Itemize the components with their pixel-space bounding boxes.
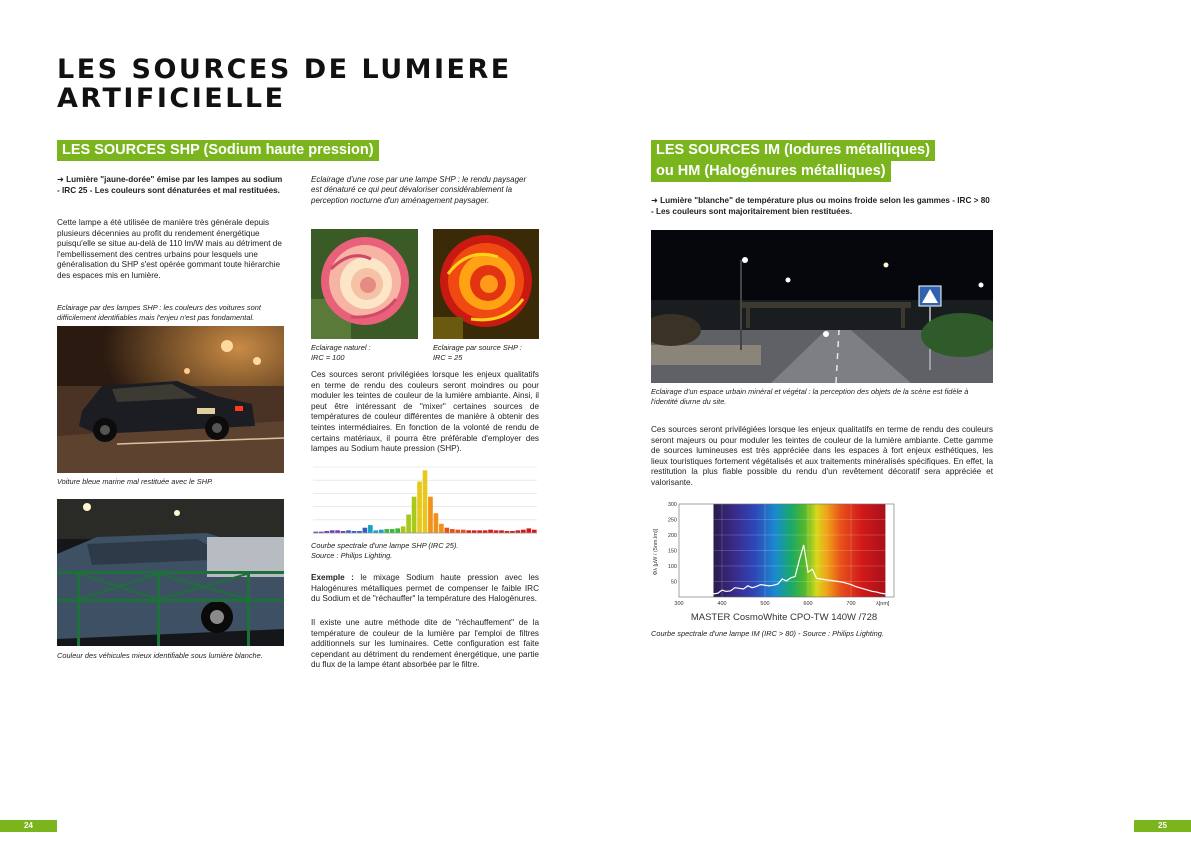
rose-sodium-photo — [433, 229, 539, 339]
shp-spectrum-bar — [417, 482, 422, 533]
page-number-left — [0, 820, 57, 832]
shp-spectrum-bar — [526, 528, 531, 533]
shp-paragraph-2: Ces sources seront privilégiées lorsque les enjeux qualitatifs en terme de rendu des couleurs seront moindres ou pour moduler les teintes de couleur de la lumière ambiante. Ainsi, il peut être intéressant de "mixer" certaines sources de températures de couleur différentes de manière à obtenir des teintes intermédiaires. En fonction de la volonté de rendu de certains matériaux, il pourra être préférable d'employer des lampes au Sodium haute pression (SHP). — [311, 370, 539, 454]
shp-spectrum-bar — [434, 513, 439, 533]
shp-paragraph-3: Il existe une autre méthode dite de "réchauffement" de la température de couleur de la lumière par l'emploi de filtres additionnels sur les luminaires. Cette configuration est faite cependant au détriment du rendement énergétique, une partie du flux de la lampe étant absorbée par le filtre. — [311, 618, 539, 670]
im-y-tick-label: 50 — [670, 579, 677, 586]
shp-spectrum-bar — [488, 530, 493, 533]
im-x-tick-label: 500 — [760, 601, 770, 607]
shp-spectrum-bar — [428, 497, 433, 533]
shp-spectrum-svg — [311, 463, 539, 535]
im-y-tick-label: 150 — [667, 548, 677, 555]
example-label: Exemple : — [311, 573, 354, 582]
rose-natural-caption-line-2: IRC = 100 — [311, 352, 345, 362]
rose-natural-photo — [311, 229, 418, 339]
rose-natural-caption-line-1: Eclairage naturel : — [311, 343, 371, 352]
urban-street-photo — [651, 230, 993, 383]
shp-spectrum-bar — [423, 470, 428, 533]
page-title-line-1: LES SOURCES DE LUMIERE — [57, 54, 512, 85]
rose-sodium-caption — [433, 343, 539, 362]
im-chart-title: MASTER CosmoWhite CPO-TW 140W /728 — [690, 612, 878, 623]
car-sodium-photo — [57, 326, 284, 473]
im-spectrum-chart — [651, 500, 911, 625]
shp-spectrum-bar — [412, 497, 417, 533]
shp-intro: ➜ Lumière "jaune-dorée" émise par les lampes au sodium - IRC 25 - Les couleurs sont dénaturées et mal restituées. — [57, 175, 283, 195]
shp-spectrum-bar — [390, 529, 395, 533]
im-chart-ylabel: Φλ [μW / (5nm.lm)] — [653, 528, 659, 576]
im-x-tick-label: 400 — [717, 601, 727, 607]
example-text: le mixage Sodium haute pression avec les Halogénures métalliques permet de compenser le faible IRC du Sodium et de "réchauffer" la température des Halogènures. — [311, 573, 539, 604]
shp-spectrum-bar — [445, 528, 450, 533]
im-y-tick-label: 250 — [667, 517, 677, 524]
im-y-tick-label: 200 — [667, 533, 677, 539]
shp-spectrum-bar — [395, 528, 400, 533]
shp-heading: LES SOURCES SHP (Sodium haute pression) — [57, 140, 379, 161]
im-x-tick-label: 600 — [803, 601, 813, 607]
shp-spectrum-bar — [461, 530, 466, 533]
rose-natural-caption — [311, 343, 418, 362]
shp-spectrum-bar — [379, 530, 384, 533]
car1-caption-bottom: Voiture bleue marine mal restituée avec le SHP. — [57, 477, 214, 486]
page-title — [57, 55, 577, 113]
shp-spectrum-bar — [455, 530, 460, 533]
im-x-tick-label: 300 — [674, 601, 684, 607]
shp-chart-caption-line-1: Courbe spectrale d'une lampe SHP (IRC 25). — [311, 541, 459, 550]
im-chart-caption: Courbe spectrale d'une lampe IM (IRC > 80) - Source : Philips Lighting. — [651, 629, 884, 638]
rose-sodium-caption-line-1: Eclairage par source SHP : — [433, 343, 522, 352]
rose-sodium-caption-line-2: IRC = 25 — [433, 352, 463, 362]
shp-spectrum-bar — [521, 530, 526, 533]
shp-spectrum-bar — [532, 530, 537, 533]
im-chart-xlabel: λ[nm] — [876, 601, 890, 607]
page-title-line-2: ARTIFICIELLE — [57, 83, 286, 114]
left-section-heading — [57, 140, 379, 161]
im-x-tick-label: 700 — [846, 601, 856, 607]
shp-example — [311, 573, 539, 605]
shp-spectrum-chart — [311, 463, 539, 535]
im-y-tick-label: 300 — [667, 502, 677, 508]
shp-paragraph-1: Cette lampe a été utilisée de manière très générale depuis plusieurs décennies au profit du rendement énergétique puisqu'elle se situe au-delà de 110 lm/W mais au détriment de l'embellissement des centres urbains pour lesquels une généralisation du SHP s'est opérée gommant toute hiérarchie des espaces mis en lumière. — [57, 218, 282, 280]
im-spectrum-svg — [651, 500, 911, 625]
urban-photo-caption: Eclairage d'un espace urbain minéral et végétal : la perception des objets de la scène est fidèle à l'identité diurne du site. — [651, 387, 969, 406]
im-heading-line-1: LES SOURCES IM (Iodures métalliques) — [651, 140, 935, 161]
shp-chart-caption-line-2: Source : Philips Lighting. — [311, 550, 393, 560]
im-paragraph-1: Ces sources seront privilégiées lorsque les enjeux qualitatifs en terme de rendu des couleurs seront majeurs ou pour moduler les teintes de couleur de la lumière ambiante. Cette gamme de sources lumineuses est très appréciée dans les espaces à fort enjeux esthétiques, les lieux touristiques fortement végétalisés et aux traitements minéralisés spécifiques. En effet, la restitution la plus fiable possible du rendu d'un revêtement décoratif sera appréciée et valorisante. — [651, 425, 993, 487]
page-number-right — [1134, 820, 1191, 832]
shp-chart-caption — [311, 541, 539, 560]
shp-spectrum-bar — [406, 515, 411, 533]
im-heading-line-2: ou HM (Halogénures métalliques) — [651, 161, 891, 182]
im-intro: ➜ Lumière "blanche" de température plus ou moins froide selon les gammes - IRC > 80 - Les couleurs sont majoritairement bien restituées. — [651, 196, 990, 216]
im-y-tick-label: 100 — [667, 564, 677, 570]
shp-spectrum-bar — [401, 526, 406, 533]
right-section-heading — [651, 140, 935, 182]
shp-spectrum-bar — [368, 525, 373, 533]
page-number-left-label: 24 — [24, 821, 33, 830]
shp-spectrum-bar — [439, 524, 444, 533]
shp-spectrum-bar — [363, 528, 368, 533]
shp-spectrum-bar — [384, 529, 389, 533]
rose-intro: Eclairage d'une rose par une lampe SHP : le rendu paysager est dénaturé ce qui peut dévaloriser considérablement la perception nocturne d'un aménagement paysager. — [311, 175, 527, 205]
page-number-right-label: 25 — [1158, 821, 1167, 830]
car1-caption-top: Eclairage par des lampes SHP : les couleurs des voitures sont difficilement identifiables mais l'enjeu n'est pas fondamental. — [57, 303, 261, 322]
car2-caption: Couleur des véhicules mieux identifiable sous lumière blanche. — [57, 651, 263, 660]
shp-spectrum-bar — [450, 529, 455, 533]
car-white-light-photo — [57, 499, 284, 646]
